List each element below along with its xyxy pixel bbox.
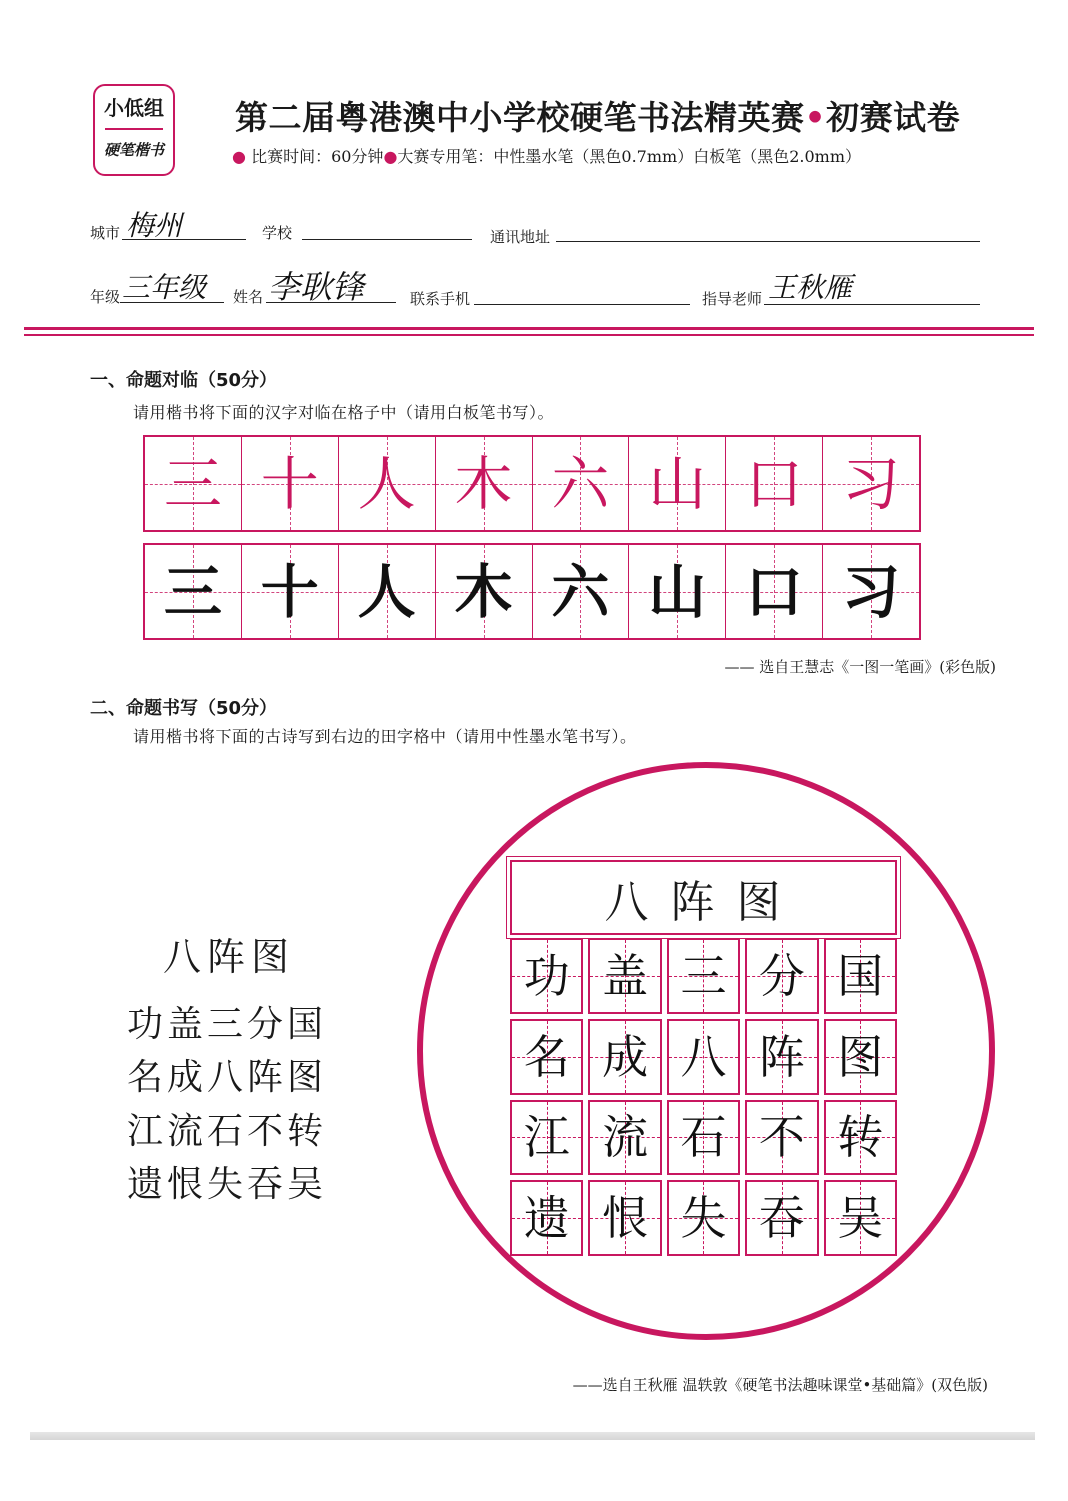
practice-char-cell[interactable]: 十: [242, 545, 339, 638]
model-char-cell: 山: [629, 437, 726, 530]
answer-cell[interactable]: 江: [510, 1100, 583, 1176]
section1-heading: 一、命题对临（50分）: [90, 370, 278, 391]
title-suffix: 初赛试卷: [826, 98, 961, 137]
badge-category-label: 硬笔楷书: [103, 141, 164, 159]
school-label: 学校: [262, 224, 293, 242]
model-char-row: [143, 435, 921, 532]
practice-char-cell[interactable]: 人: [339, 545, 436, 638]
teacher-field-line: [764, 304, 980, 305]
poem-line: 遗恨失吞吴: [127, 1164, 328, 1205]
title-main: 第二届粤港澳中小学校硬笔书法精英赛: [235, 98, 805, 137]
model-char-cell: 口: [726, 437, 823, 530]
exam-pen: 大赛专用笔：中性墨水笔（黑色0.7mm）白板笔（黑色2.0mm）: [397, 147, 861, 166]
answer-cell[interactable]: 阵: [745, 1019, 818, 1095]
group-badge: [93, 84, 175, 176]
answer-cell[interactable]: 失: [667, 1180, 740, 1256]
badge-divider: [105, 128, 163, 130]
name-value[interactable]: 李耿锋: [268, 268, 365, 306]
answer-grid: [510, 938, 897, 1256]
phone-field-line: [474, 304, 690, 305]
section1-credit: —— 选自王慧志《一图一笔画》(彩色版): [724, 658, 996, 676]
school-field-line: [302, 239, 472, 240]
bullet-icon: ●: [383, 147, 398, 166]
city-field-line: [122, 239, 246, 240]
section2-instruction: 请用楷书将下面的古诗写到右边的田字格中（请用中性墨水笔书写）。: [133, 727, 637, 746]
answer-cell[interactable]: 遗: [510, 1180, 583, 1256]
practice-char-cell[interactable]: 山: [629, 545, 726, 638]
answer-cell[interactable]: 吞: [745, 1180, 818, 1256]
city-value[interactable]: 梅州: [126, 209, 183, 242]
answer-cell[interactable]: 功: [510, 938, 583, 1014]
answer-cell[interactable]: 成: [588, 1019, 661, 1095]
model-char-cell: 人: [339, 437, 436, 530]
answer-cell[interactable]: 分: [745, 938, 818, 1014]
answer-cell[interactable]: 流: [588, 1100, 661, 1176]
grade-label: 年级: [90, 288, 121, 306]
model-char-cell: 十: [242, 437, 339, 530]
header-divider-top: [24, 327, 1034, 330]
phone-label: 联系手机: [410, 290, 471, 308]
teacher-label: 指导老师: [702, 290, 763, 308]
poem-line: 功盖三分国: [127, 1004, 328, 1045]
answer-cell[interactable]: 石: [667, 1100, 740, 1176]
section1-instruction: 请用楷书将下面的汉字对临在格子中（请用白板笔书写）。: [133, 403, 555, 422]
answer-cell[interactable]: 不: [745, 1100, 818, 1176]
model-char-cell: 三: [145, 437, 242, 530]
address-field-line: [556, 241, 980, 242]
title-dot: •: [804, 98, 827, 137]
model-char-cell: 习: [823, 437, 919, 530]
answer-cell[interactable]: 三: [667, 938, 740, 1014]
answer-cell[interactable]: 吴: [824, 1180, 897, 1256]
model-char-cell: 六: [533, 437, 630, 530]
practice-char-cell[interactable]: 六: [533, 545, 630, 638]
section2-heading: 二、命题书写（50分）: [90, 698, 278, 719]
grade-field-line: [120, 302, 224, 303]
answer-cell[interactable]: 八: [667, 1019, 740, 1095]
bullet-icon: ●: [232, 147, 246, 166]
practice-char-cell[interactable]: 木: [436, 545, 533, 638]
poem-title: 八阵图: [163, 935, 296, 979]
badge-group-label: 小低组: [104, 96, 164, 120]
answer-cell[interactable]: 图: [824, 1019, 897, 1095]
practice-char-cell[interactable]: 习: [823, 545, 919, 638]
poem-line: 名成八阵图: [127, 1057, 328, 1098]
practice-char-row: [143, 543, 921, 640]
model-char-cell: 木: [436, 437, 533, 530]
practice-char-cell[interactable]: 口: [726, 545, 823, 638]
answer-cell[interactable]: 恨: [588, 1180, 661, 1256]
answer-cell[interactable]: 名: [510, 1019, 583, 1095]
answer-cell[interactable]: 国: [824, 938, 897, 1014]
poem-line: 江流石不转: [127, 1111, 328, 1152]
teacher-value[interactable]: 王秋雁: [768, 271, 853, 304]
practice-char-cell[interactable]: 三: [145, 545, 242, 638]
header-divider-bottom: [24, 334, 1034, 336]
page-bottom-band: [30, 1432, 1035, 1440]
name-field-line: [266, 302, 396, 303]
exam-title: [235, 92, 960, 139]
answer-title-box[interactable]: 八阵图: [510, 860, 897, 935]
city-label: 城市: [90, 224, 121, 242]
address-label: 通讯地址: [490, 228, 551, 246]
exam-subtitle: [232, 144, 861, 167]
name-label: 姓名: [233, 288, 264, 306]
exam-time: 比赛时间：60分钟: [251, 147, 384, 166]
section2-credit: ——选自王秋雁 温轶敦《硬笔书法趣味课堂•基础篇》(双色版): [572, 1376, 988, 1394]
answer-cell[interactable]: 盖: [588, 938, 661, 1014]
grade-value[interactable]: 三年级: [122, 271, 207, 304]
answer-cell[interactable]: 转: [824, 1100, 897, 1176]
